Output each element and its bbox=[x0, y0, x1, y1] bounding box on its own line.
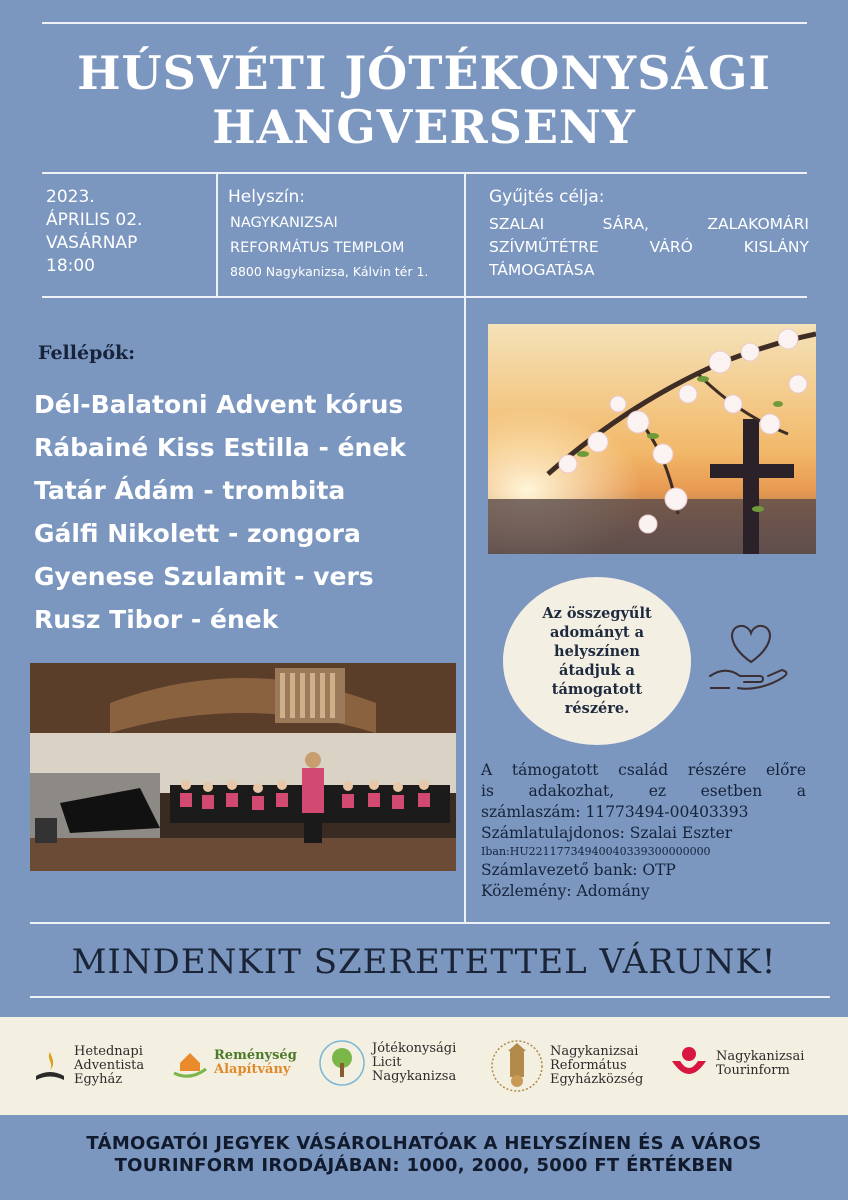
venue-block bbox=[228, 186, 428, 283]
sponsor-5-line-2: Tourinform bbox=[716, 1063, 790, 1078]
welcome-bottom-rule bbox=[30, 996, 830, 998]
welcome-top-rule bbox=[30, 922, 830, 924]
venue-name-1: NAGYKANIZSAI bbox=[230, 215, 338, 231]
adventist-logo-icon bbox=[32, 1048, 68, 1084]
sponsor-reformatus bbox=[490, 1039, 643, 1093]
bank-iban: Iban:HU22117734940040339300000000 bbox=[481, 845, 711, 858]
performer-3: Tatár Ádám - trombita bbox=[34, 476, 346, 505]
date-time: 18:00 bbox=[46, 256, 95, 276]
date-weekday: VASÁRNAP bbox=[46, 233, 138, 253]
sponsor-3-line-1: Jótékonysági bbox=[372, 1041, 457, 1056]
bank-line-2: is adakozhat, ez esetben a bbox=[481, 782, 806, 800]
venue-address: 8800 Nagykanizsa, Kálvin tér 1. bbox=[230, 264, 429, 279]
sponsor-4-line-2: Református bbox=[550, 1058, 627, 1073]
performer-2: Rábainé Kiss Estilla - ének bbox=[34, 433, 406, 462]
date-day: ÁPRILIS 02. bbox=[46, 210, 143, 230]
title-line-2: HANGVERSENY bbox=[212, 100, 636, 154]
bank-name: Számlavezető bank: OTP bbox=[481, 861, 676, 879]
footer-line-1: TÁMOGATÓI JEGYEK VÁSÁROLHATÓAK A HELYSZÍNEN ÉS A VÁROS bbox=[86, 1133, 762, 1154]
sponsor-1-line-3: Egyház bbox=[74, 1072, 123, 1087]
page-title bbox=[0, 46, 848, 154]
heart-hand-icon bbox=[708, 618, 794, 694]
bank-owner: Számlatulajdonos: Szalai Eszter bbox=[481, 824, 733, 842]
sponsor-2-line-1: Reménység bbox=[214, 1048, 297, 1063]
tourinform-logo-icon bbox=[668, 1043, 710, 1085]
performer-4: Gálfi Nikolett - zongora bbox=[34, 519, 361, 548]
date-year: 2023. bbox=[46, 187, 95, 207]
licit-tree-icon bbox=[318, 1039, 366, 1087]
performer-1: Dél-Balatoni Advent kórus bbox=[34, 390, 404, 419]
blossom-cross-photo bbox=[488, 324, 816, 554]
info-divider-1 bbox=[216, 172, 218, 296]
top-rule bbox=[42, 22, 807, 24]
title-line-1: HÚSVÉTI JÓTÉKONYSÁGI bbox=[77, 46, 771, 100]
sponsor-2-line-2: Alapítvány bbox=[214, 1062, 291, 1077]
footer-line-2: TOURINFORM IRODÁJÁBAN: 1000, 2000, 5000 FT ÉRTÉKBEN bbox=[114, 1155, 734, 1176]
sponsor-1-line-1: Hetednapi bbox=[74, 1044, 143, 1059]
sponsor-remenyseg bbox=[172, 1045, 297, 1081]
sponsor-4-line-1: Nagykanizsai bbox=[550, 1044, 639, 1059]
welcome-banner: MINDENKIT SZERETETTEL VÁRUNK! bbox=[71, 942, 777, 982]
venue-label: Helyszín: bbox=[228, 187, 306, 207]
choir-photo bbox=[30, 663, 456, 871]
info-top-rule bbox=[42, 172, 807, 174]
sponsor-licit bbox=[318, 1039, 456, 1087]
bank-memo: Közlemény: Adomány bbox=[481, 882, 650, 900]
sponsor-tourinform bbox=[668, 1043, 804, 1085]
goal-block bbox=[489, 186, 809, 282]
date-block bbox=[46, 186, 142, 278]
bank-details bbox=[481, 760, 806, 902]
sponsors-strip bbox=[0, 1017, 848, 1115]
bank-line-1: A támogatott család részére előre bbox=[481, 761, 806, 779]
goal-line-1: SZALAI SÁRA, ZALAKOMÁRI bbox=[489, 215, 809, 233]
info-divider-2 bbox=[464, 172, 466, 922]
performer-5: Gyenese Szulamit - vers bbox=[34, 562, 374, 591]
info-bottom-rule bbox=[42, 296, 807, 298]
goal-line-2: SZÍVMŰTÉTRE VÁRÓ KISLÁNY bbox=[489, 238, 809, 256]
remenyseg-house-icon bbox=[172, 1045, 208, 1081]
performer-6: Rusz Tibor - ének bbox=[34, 605, 279, 634]
venue-name-2: REFORMÁTUS TEMPLOM bbox=[230, 240, 405, 256]
donation-note-badge: Az összegyűlt adományt a helyszínen átadjuk a támogatott részére. bbox=[503, 577, 691, 745]
sponsor-4-line-3: Egyházközség bbox=[550, 1072, 644, 1087]
ticket-info-footer bbox=[0, 1133, 848, 1177]
sponsor-5-line-1: Nagykanizsai bbox=[716, 1049, 805, 1064]
goal-label: Gyűjtés célja: bbox=[489, 187, 605, 207]
goal-line-3: TÁMOGATÁSA bbox=[489, 261, 595, 279]
sponsor-3-line-3: Nagykanizsa bbox=[372, 1069, 457, 1084]
performers-heading: Fellépők: bbox=[38, 342, 136, 364]
reformed-church-seal-icon bbox=[490, 1039, 544, 1093]
bank-account-number: számlaszám: 11773494-00403393 bbox=[481, 803, 749, 821]
sponsor-3-line-2: Licit bbox=[372, 1055, 402, 1070]
sponsor-1-line-2: Adventista bbox=[74, 1058, 145, 1073]
sponsor-adventist bbox=[32, 1045, 144, 1087]
